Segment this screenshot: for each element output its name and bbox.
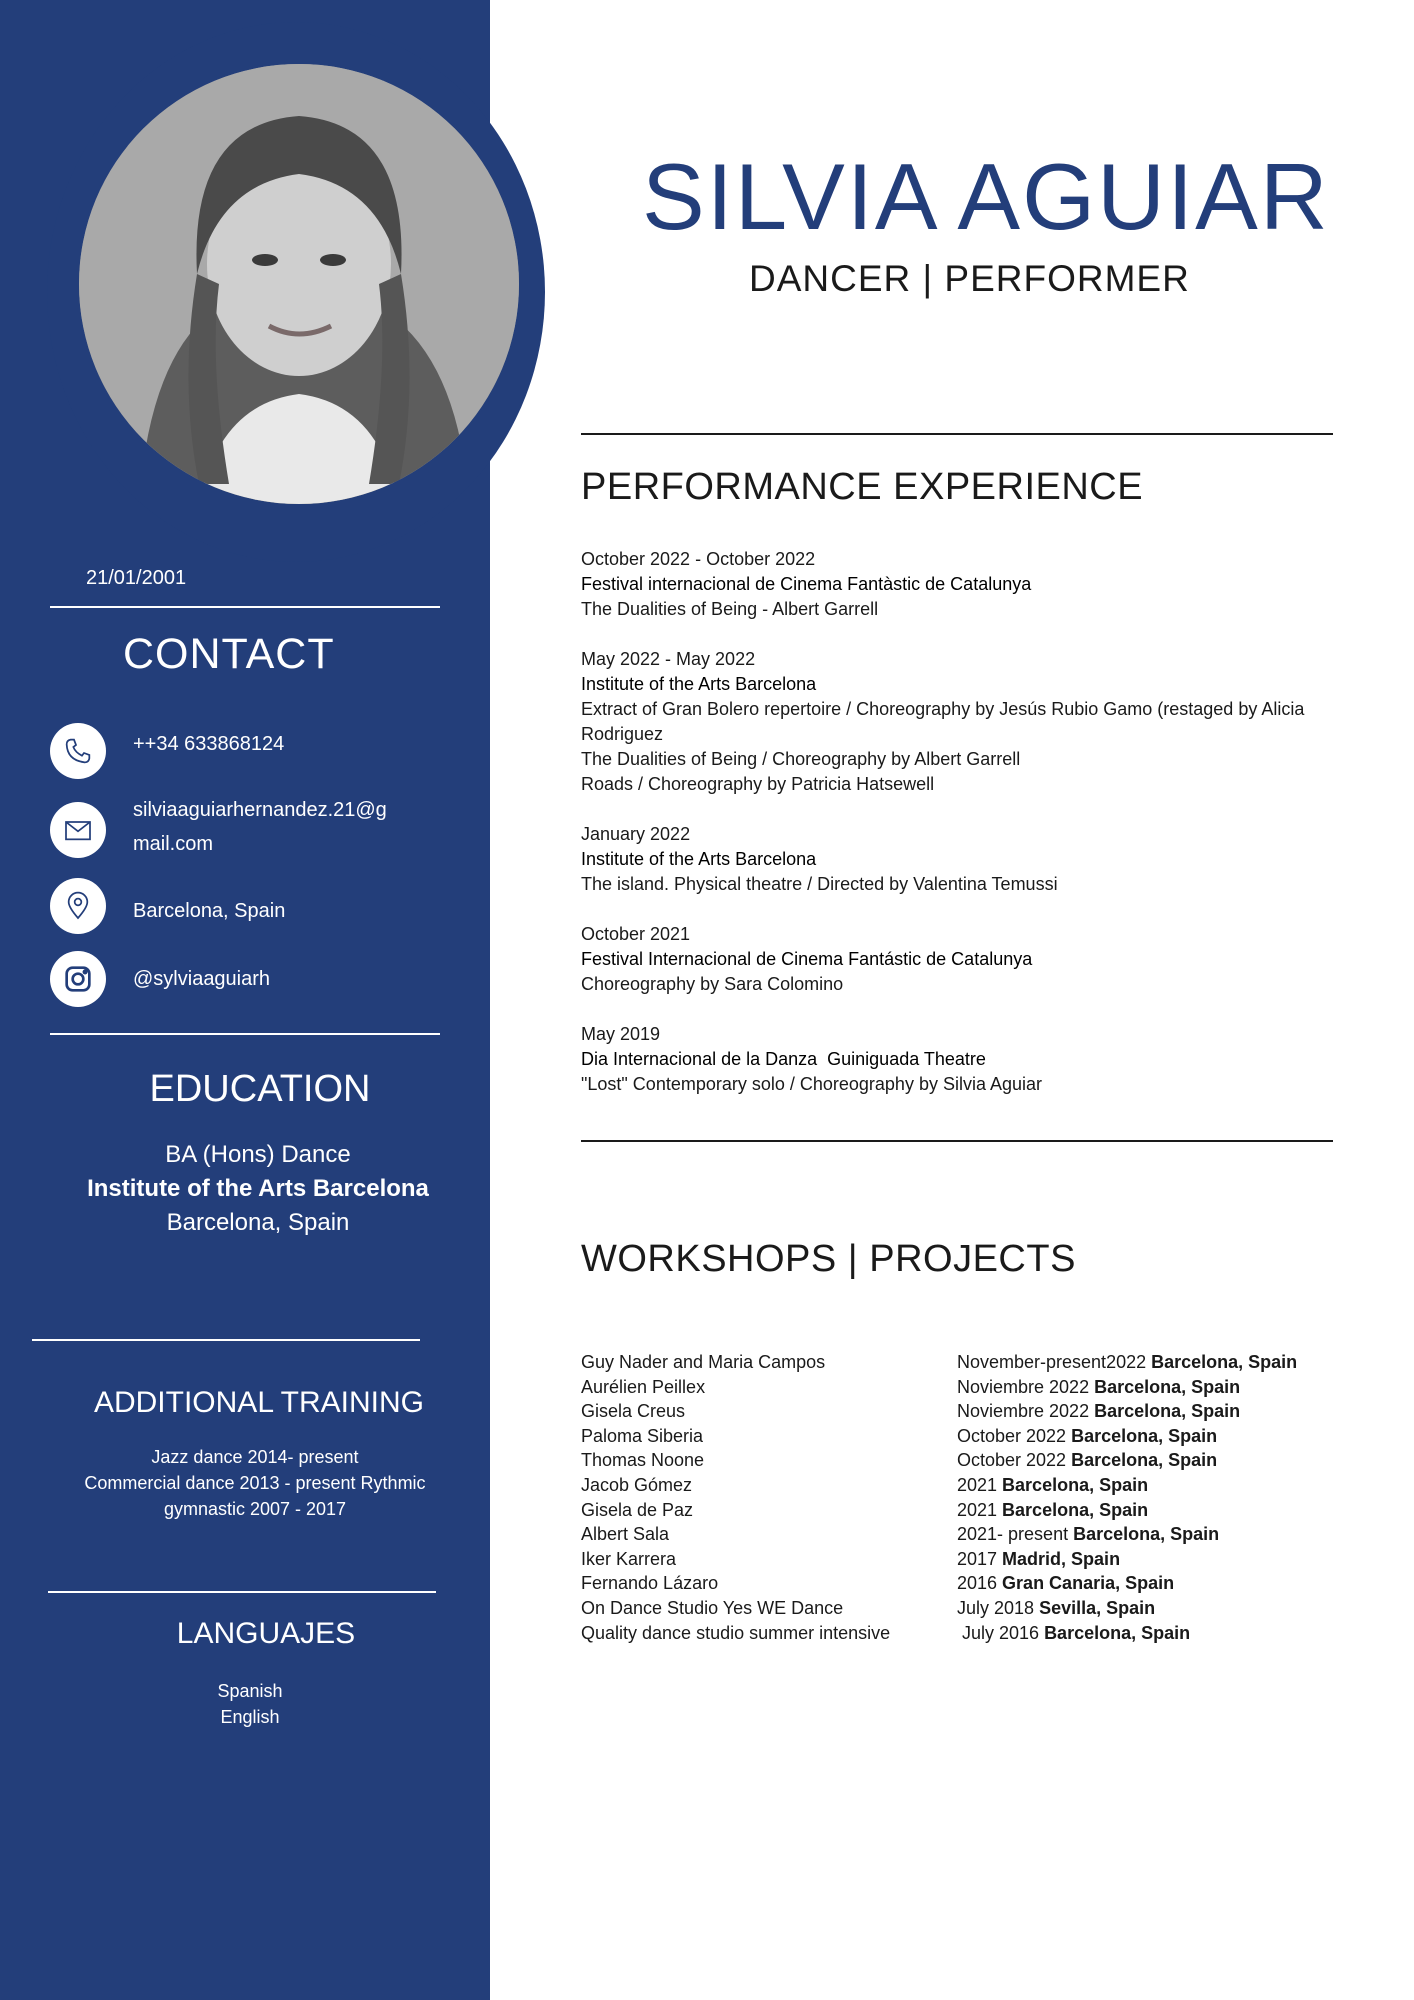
workshop-date-place — [957, 1350, 1297, 1375]
training-line-1: Jazz dance 2014- present — [151, 1447, 359, 1467]
workshop-date: 2017 — [957, 1548, 1003, 1569]
email-line-2: mail.com — [133, 833, 214, 855]
workshop-place: Madrid, Spain — [1002, 1548, 1121, 1569]
divider — [581, 1140, 1333, 1142]
workshop-teacher: Paloma Siberia — [581, 1425, 704, 1446]
training-line-2: Commercial dance 2013 - present Rythmic — [84, 1473, 426, 1493]
location-text: Barcelona, Spain — [133, 900, 286, 922]
workshop-date: October 2022 — [957, 1450, 1072, 1471]
workshop-place: Barcelona, Spain — [1071, 1450, 1218, 1471]
additional-training-block — [0, 1444, 510, 1522]
workshop-teacher: Guy Nader and Maria Campos — [581, 1352, 826, 1372]
birthdate: 21/01/2001 — [86, 567, 187, 589]
email-line-1: silviaaguiarhernandez.21@g — [133, 799, 387, 821]
languages-title: LANGUAJES — [176, 1617, 356, 1650]
workshop-date-place — [957, 1596, 1297, 1621]
workshop-teachers — [581, 1350, 890, 1645]
workshop-teacher: Thomas Noone — [581, 1450, 705, 1471]
workshop-date: November-present2022 — [957, 1352, 1152, 1372]
workshop-teacher: Albert Sala — [581, 1524, 670, 1545]
education-degree: BA (Hons) Dance — [165, 1141, 351, 1168]
workshop-teacher: Gisela de Paz — [581, 1499, 694, 1520]
workshop-date: 2021 — [957, 1474, 1003, 1495]
performance-entry — [581, 547, 1371, 622]
entry-venue: Festival internacional de Cinema Fantàstic de Catalunya — [581, 574, 1032, 594]
performance-entry — [581, 1022, 1371, 1097]
performance-entry — [581, 647, 1371, 797]
instagram-text: @sylviaaguiarh — [133, 968, 271, 990]
performance-title: PERFORMANCE EXPERIENCE — [581, 466, 1144, 508]
workshop-place: Barcelona, Spain — [1002, 1499, 1149, 1520]
phone-text: ++34 633868124 — [133, 733, 285, 755]
workshop-date-place — [957, 1571, 1297, 1596]
workshop-place: Barcelona, Spain — [1044, 1622, 1191, 1643]
workshop-place: Sevilla, Spain — [1039, 1597, 1156, 1618]
workshop-place: Barcelona, Spain — [1071, 1425, 1218, 1446]
role-subtitle: DANCER | PERFORMER — [749, 258, 1190, 299]
workshop-teacher: Fernando Lázaro — [581, 1573, 719, 1594]
entry-line: Rodriguez — [581, 724, 664, 744]
workshop-date-place — [957, 1473, 1297, 1498]
entry-date: May 2022 - May 2022 — [581, 649, 756, 669]
workshop-teacher: Iker Karrera — [581, 1548, 677, 1569]
workshop-place: Barcelona, Spain — [1094, 1401, 1241, 1422]
profile-photo — [79, 64, 519, 504]
workshop-date: July 2018 — [957, 1597, 1040, 1618]
performance-list — [581, 547, 1371, 1122]
workshop-date-place — [957, 1498, 1297, 1523]
envelope-icon — [50, 802, 106, 858]
entry-line: Roads / Choreography by Patricia Hatsewell — [581, 774, 935, 794]
education-block — [0, 1138, 516, 1240]
workshop-date: Noviembre 2022 — [957, 1376, 1095, 1397]
divider — [50, 1033, 440, 1035]
workshop-date-place — [957, 1424, 1297, 1449]
entry-date: January 2022 — [581, 824, 691, 844]
entry-line: The Dualities of Being / Choreography by Albert Garrell — [581, 749, 1021, 769]
workshop-date: July 2016 — [957, 1622, 1045, 1643]
entry-venue: Dia Internacional de la Danza Guiniguada Theatre — [581, 1049, 986, 1069]
entry-line: Extract of Gran Bolero repertoire / Choreography by Jesús Rubio Gamo (restaged by Alicia — [581, 699, 1305, 719]
phone-icon — [50, 723, 106, 779]
education-title: EDUCATION — [149, 1068, 371, 1110]
workshop-teacher: Gisela Creus — [581, 1401, 686, 1422]
workshop-date-place — [957, 1522, 1297, 1547]
portrait-illustration — [79, 64, 519, 504]
workshop-date-place — [957, 1375, 1297, 1400]
name-title: SILVIA AGUIAR — [642, 144, 1330, 249]
workshop-teacher: Jacob Gómez — [581, 1474, 693, 1495]
divider — [581, 433, 1333, 435]
workshop-date: 2021 — [957, 1499, 1003, 1520]
workshop-date-place — [957, 1547, 1297, 1572]
location-pin-icon — [50, 878, 106, 934]
entry-line: The island. Physical theatre / Directed by Valentina Temussi — [581, 874, 1058, 894]
divider — [32, 1339, 420, 1341]
workshop-place: Barcelona, Spain — [1002, 1474, 1149, 1495]
workshop-place: Gran Canaria, Spain — [1002, 1573, 1175, 1594]
workshop-date: Noviembre 2022 — [957, 1401, 1095, 1422]
workshop-date: October 2022 — [957, 1425, 1072, 1446]
education-city: Barcelona, Spain — [166, 1209, 350, 1236]
additional-training-title: ADDITIONAL TRAINING — [93, 1386, 425, 1419]
workshop-teacher: Quality dance studio summer intensive — [581, 1622, 891, 1643]
entry-venue: Festival Internacional de Cinema Fantástic de Catalunya — [581, 949, 1033, 969]
workshop-dates — [957, 1350, 1297, 1645]
entry-line: Choreography by Sara Colomino — [581, 974, 844, 994]
contact-title: CONTACT — [123, 630, 335, 678]
entry-line: The Dualities of Being - Albert Garrell — [581, 599, 879, 619]
email-text — [133, 793, 387, 861]
entry-venue: Institute of the Arts Barcelona — [581, 674, 817, 694]
language-item: Spanish — [217, 1681, 283, 1701]
workshop-date-place — [957, 1448, 1297, 1473]
workshop-date-place — [957, 1621, 1297, 1646]
education-school: Institute of the Arts Barcelona — [87, 1175, 429, 1202]
entry-date: October 2022 - October 2022 — [581, 549, 816, 569]
workshop-place: Barcelona, Spain — [1151, 1352, 1298, 1372]
language-item: English — [220, 1707, 280, 1727]
workshop-date: 2016 — [957, 1573, 1003, 1594]
entry-date: May 2019 — [581, 1024, 661, 1044]
performance-entry — [581, 922, 1371, 997]
instagram-icon — [50, 951, 106, 1007]
workshop-place: Barcelona, Spain — [1073, 1524, 1220, 1545]
workshop-date-place — [957, 1399, 1297, 1424]
languages-list — [0, 1678, 500, 1730]
training-line-3: gymnastic 2007 - 2017 — [163, 1499, 347, 1519]
divider — [50, 606, 440, 608]
workshop-place: Barcelona, Spain — [1094, 1376, 1241, 1397]
performance-entry — [581, 822, 1371, 897]
workshop-teacher: Aurélien Peillex — [581, 1376, 706, 1397]
workshop-teacher: On Dance Studio Yes WE Dance — [581, 1597, 844, 1618]
divider — [48, 1591, 436, 1593]
workshops-title: WORKSHOPS | PROJECTS — [581, 1238, 1076, 1280]
entry-venue: Institute of the Arts Barcelona — [581, 849, 817, 869]
entry-date: October 2021 — [581, 924, 691, 944]
entry-line: "Lost" Contemporary solo / Choreography by Silvia Aguiar — [581, 1074, 1043, 1094]
workshop-date: 2021- present — [957, 1524, 1074, 1545]
